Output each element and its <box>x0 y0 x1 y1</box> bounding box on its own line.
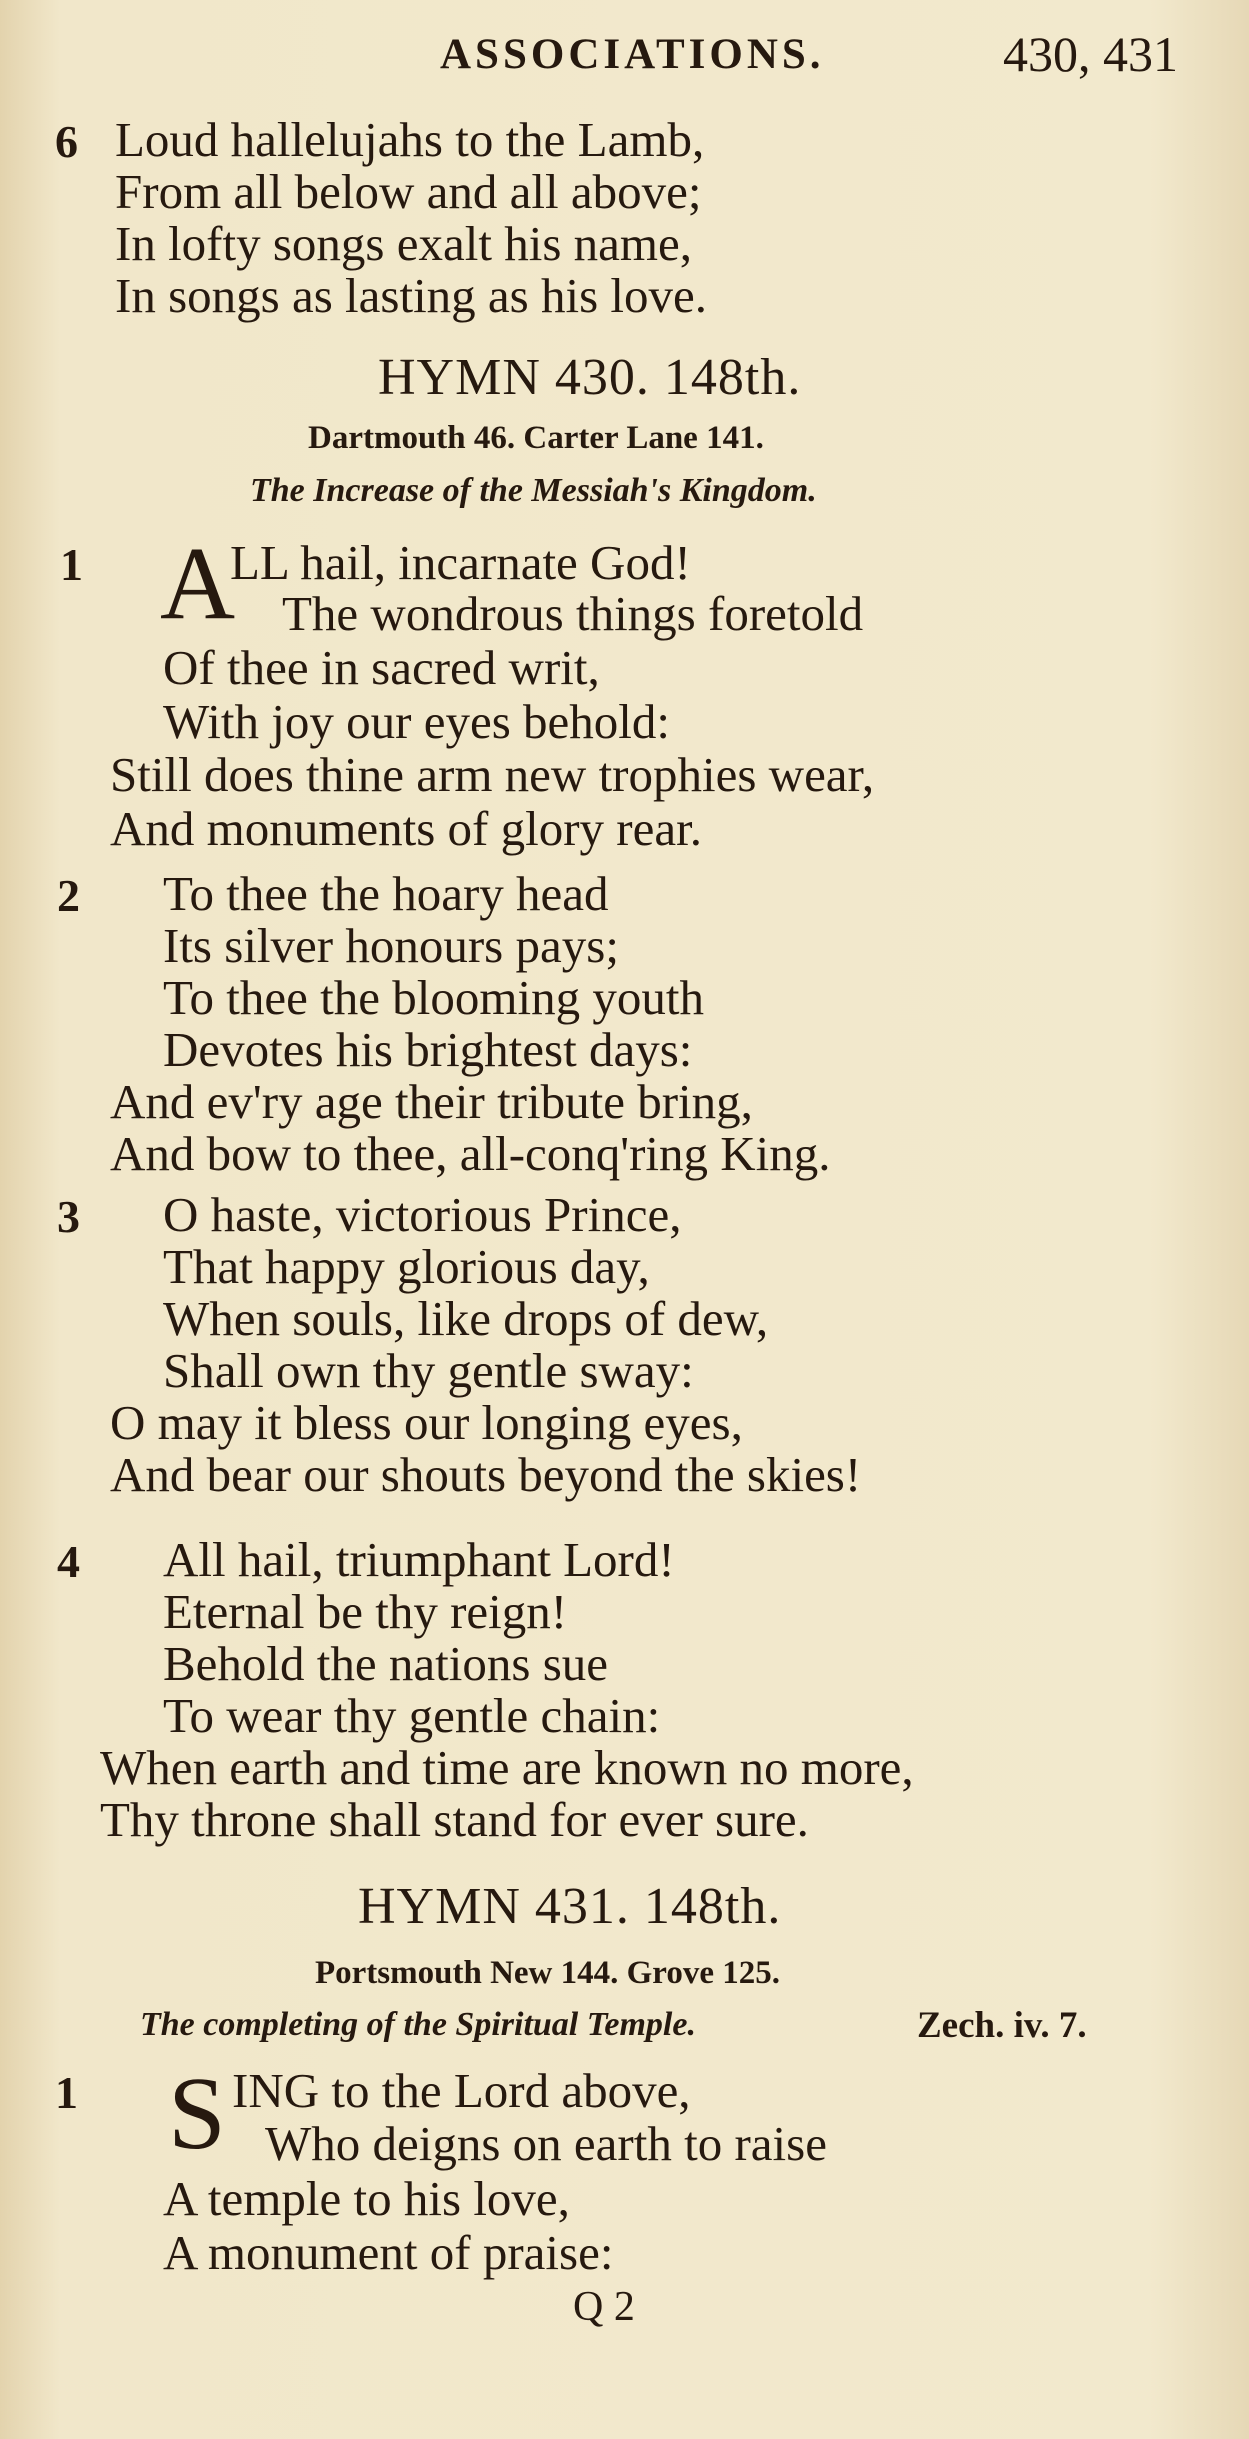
verse-line: LL hail, incarnate God! <box>230 535 691 590</box>
running-header: ASSOCIATIONS. <box>440 31 825 78</box>
verse-line: When souls, like drops of dew, <box>163 1291 769 1346</box>
verse-line: Behold the nations sue <box>163 1636 609 1691</box>
scripture-reference: Zech. iv. 7. <box>917 2005 1087 2046</box>
verse-line: To wear thy gentle chain: <box>163 1688 661 1743</box>
stanza-number: 3 <box>57 1191 80 1242</box>
verse-line: When earth and time are known no more, <box>100 1740 914 1795</box>
verse-line: To thee the hoary head <box>163 866 609 921</box>
stanza-number: 6 <box>55 116 78 167</box>
stanza-number: 4 <box>57 1536 80 1587</box>
verse-line: From all below and all above; <box>115 164 702 219</box>
verse-line: And bear our shouts beyond the skies! <box>110 1447 862 1502</box>
verse-line: O haste, victorious Prince, <box>163 1187 682 1242</box>
tune-names: Portsmouth New 144. Grove 125. <box>315 1955 780 1991</box>
hymn-title: HYMN 431. 148th. <box>358 1878 782 1935</box>
signature-mark: Q 2 <box>573 2284 635 2330</box>
verse-line: Thy throne shall stand for ever sure. <box>100 1792 809 1847</box>
verse-line: The wondrous things foretold <box>282 586 864 641</box>
hymn-title: HYMN 430. 148th. <box>378 349 802 406</box>
verse-line: Its silver honours pays; <box>163 918 619 973</box>
stanza-number: 2 <box>57 870 80 921</box>
verse-line: A monument of praise: <box>163 2225 614 2280</box>
hymn-subtitle: The completing of the Spiritual Temple. <box>140 2006 696 2043</box>
verse-line: Still does thine arm new trophies wear, <box>110 747 875 802</box>
verse-line: In lofty songs exalt his name, <box>115 216 693 271</box>
drop-cap: A <box>160 526 236 641</box>
verse-line: All hail, triumphant Lord! <box>163 1532 675 1587</box>
verse-line: That happy glorious day, <box>163 1239 650 1294</box>
verse-line: And monuments of glory rear. <box>110 801 702 856</box>
verse-line: A temple to his love, <box>163 2171 570 2226</box>
verse-line: O may it bless our longing eyes, <box>110 1395 743 1450</box>
stanza-number: 1 <box>55 2067 78 2118</box>
verse-line: Of thee in sacred writ, <box>163 640 600 695</box>
hymn-subtitle: The Increase of the Messiah's Kingdom. <box>250 472 817 509</box>
verse-line: Eternal be thy reign! <box>163 1584 568 1639</box>
drop-cap: S <box>168 2056 226 2171</box>
verse-line: To thee the blooming youth <box>163 970 704 1025</box>
verse-line: ING to the Lord above, <box>232 2063 691 2118</box>
verse-line: And ev'ry age their tribute bring, <box>110 1074 753 1129</box>
page-numbers: 430, 431 <box>1003 26 1178 82</box>
verse-line: With joy our eyes behold: <box>163 694 670 749</box>
verse-line: Loud hallelujahs to the Lamb, <box>115 112 705 167</box>
verse-line: Who deigns on earth to raise <box>265 2116 827 2171</box>
verse-line: In songs as lasting as his love. <box>115 268 708 323</box>
verse-line: Shall own thy gentle sway: <box>163 1343 694 1398</box>
verse-line: Devotes his brightest days: <box>163 1022 693 1077</box>
verse-line: And bow to thee, all-conq'ring King. <box>110 1126 831 1181</box>
tune-names: Dartmouth 46. Carter Lane 141. <box>308 420 764 456</box>
stanza-number: 1 <box>60 539 83 590</box>
